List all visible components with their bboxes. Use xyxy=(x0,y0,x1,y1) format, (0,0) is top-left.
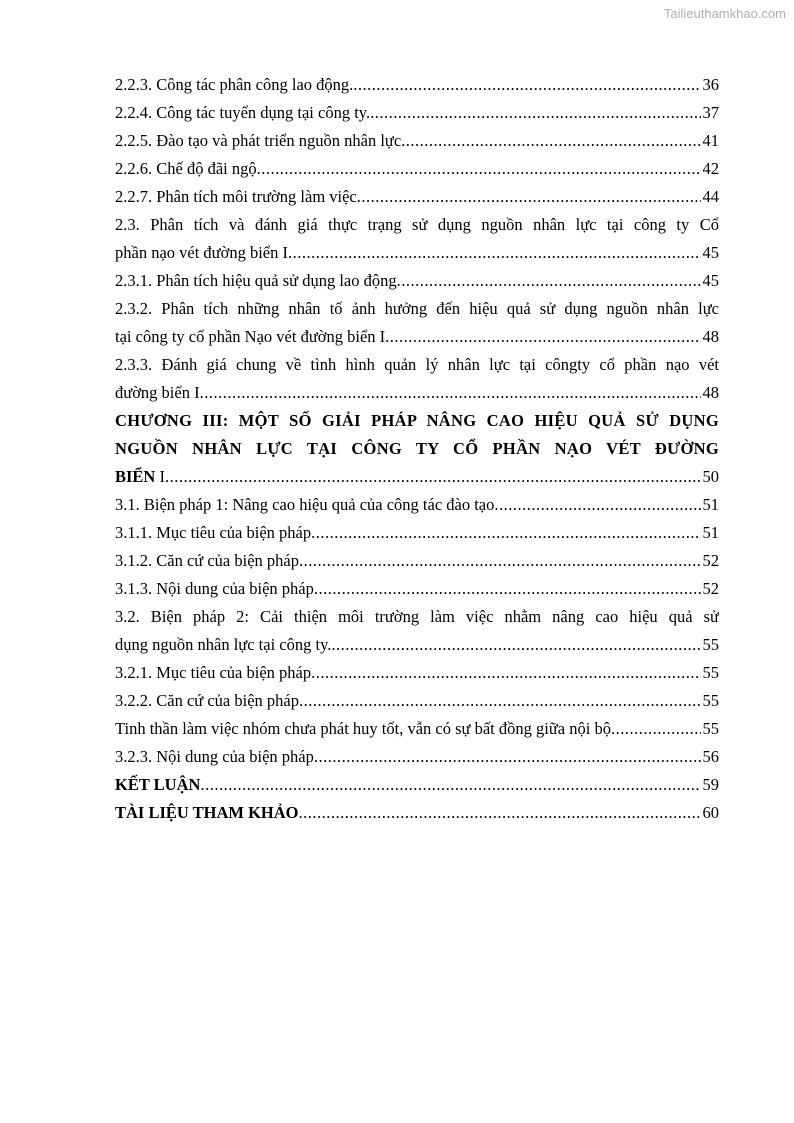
toc-page-number: 48 xyxy=(702,383,719,402)
toc-page-number: 44 xyxy=(702,187,719,206)
toc-entry-references[interactable] xyxy=(115,799,719,827)
toc-page-number: 37 xyxy=(702,103,719,122)
toc-entry-2-2-3[interactable] xyxy=(115,71,719,99)
dot-leader xyxy=(200,379,701,407)
dot-leader xyxy=(357,183,701,211)
toc-entry-text: I xyxy=(155,467,165,486)
toc-entry-text: Tinh thần làm việc nhóm chưa phát huy tốt, vẫn có sự bất đồng giữa nội bộ xyxy=(115,719,611,738)
dot-leader xyxy=(299,799,701,827)
toc-entry-text: 3.1.1. Mục tiêu của biện pháp xyxy=(115,523,312,542)
toc-entry-text-line1: 2.3. Phân tích và đánh giá thực trạng sử dụng nguồn nhân lực tại công ty Cổ xyxy=(115,215,719,234)
toc-entry-text: dụng nguồn nhân lực tại công ty. xyxy=(115,635,332,654)
toc-entry-2-2-7[interactable] xyxy=(115,183,719,211)
dot-leader xyxy=(370,99,700,127)
dot-leader xyxy=(397,267,701,295)
toc-entry-text: 2.2.6. Chế độ đãi ngộ xyxy=(115,159,257,178)
toc-page-number: 56 xyxy=(702,747,719,766)
toc-entry-2-2-4[interactable] xyxy=(115,99,719,127)
toc-page-number: 36 xyxy=(702,75,719,94)
toc-page-number: 41 xyxy=(702,131,719,150)
toc-entry-text: 3.2.3. Nội dung của biện pháp xyxy=(115,747,314,766)
toc-entry-text: 2.2.7. Phân tích môi trường làm việc xyxy=(115,187,357,206)
toc-entry-3-2-1[interactable] xyxy=(115,659,719,687)
toc-page-number: 45 xyxy=(702,271,719,290)
toc-entry-teamwork[interactable] xyxy=(115,715,719,743)
toc-entry-2-2-6[interactable] xyxy=(115,155,719,183)
toc-page-number: 48 xyxy=(702,327,719,346)
dot-leader xyxy=(311,519,700,547)
toc-page-number: 59 xyxy=(702,775,719,794)
toc-page-number: 42 xyxy=(702,159,719,178)
toc-entry-chapter-3[interactable] xyxy=(115,407,719,491)
toc-entry-2-2-5[interactable] xyxy=(115,127,719,155)
dot-leader xyxy=(385,323,700,351)
toc-entry-2-3-2[interactable] xyxy=(115,295,719,351)
toc-entry-3-1-1[interactable] xyxy=(115,519,719,547)
dot-leader xyxy=(257,155,701,183)
toc-page-number: 52 xyxy=(702,551,719,570)
toc-entry-3-2[interactable] xyxy=(115,603,719,659)
toc-entry-text: đường biển I xyxy=(115,383,200,402)
toc-references-title: TÀI LIỆU THAM KHẢO xyxy=(115,803,299,822)
dot-leader xyxy=(611,715,701,743)
toc-chapter-title-line2: NGUỒN NHÂN LỰC TẠI CÔNG TY CỔ PHẦN NẠO VÉT ĐƯỜNG xyxy=(115,439,719,458)
toc-conclusion-title: KẾT LUẬN xyxy=(115,775,201,794)
toc-entry-text-line1: 2.3.3. Đánh giá chung về tình hình quản lý nhân lực tại côngty cổ phần nạo vét xyxy=(115,355,719,374)
toc-entry-3-2-2[interactable] xyxy=(115,687,719,715)
toc-entry-3-1-2[interactable] xyxy=(115,547,719,575)
dot-leader xyxy=(353,71,700,99)
toc-entry-text: 2.2.5. Đào tạo và phát triển nguồn nhân lực xyxy=(115,131,402,150)
dot-leader xyxy=(401,127,700,155)
toc-page-number: 45 xyxy=(702,243,719,262)
toc-entry-text: 3.1. Biện pháp 1: Nâng cao hiệu quả của công tác đào tạo xyxy=(115,495,495,514)
toc-page-number: 55 xyxy=(702,719,719,738)
toc-page-number: 60 xyxy=(702,803,719,822)
toc-page-number: 55 xyxy=(702,635,719,654)
toc-entry-text: 2.2.3. Công tác phân công lao động. xyxy=(115,75,354,94)
toc-entry-text: 3.1.3. Nội dung của biện pháp xyxy=(115,579,314,598)
dot-leader xyxy=(314,743,701,771)
dot-leader xyxy=(299,687,701,715)
dot-leader xyxy=(331,631,700,659)
dot-leader xyxy=(165,463,701,491)
toc-page-number: 51 xyxy=(702,523,719,542)
toc-page-number: 52 xyxy=(702,579,719,598)
toc-entry-text-line1: 2.3.2. Phân tích những nhân tố ảnh hưởng đến hiệu quả sử dụng nguồn nhân lực xyxy=(115,299,719,318)
toc-entry-2-3[interactable] xyxy=(115,211,719,267)
watermark: Tailieuthamkhao.com xyxy=(663,6,786,21)
dot-leader xyxy=(200,771,700,799)
toc-entry-conclusion[interactable] xyxy=(115,771,719,799)
toc-page-number: 55 xyxy=(702,663,719,682)
table-of-contents xyxy=(115,71,719,827)
toc-entry-text: tại công ty cổ phần Nạo vét đường biển I xyxy=(115,327,386,346)
toc-chapter-title-line3: BIỂN xyxy=(115,467,156,486)
toc-entry-2-3-1[interactable] xyxy=(115,267,719,295)
toc-entry-2-3-3[interactable] xyxy=(115,351,719,407)
toc-entry-text: 3.1.2. Căn cứ của biện pháp xyxy=(115,551,299,570)
toc-entry-text-line1: 3.2. Biện pháp 2: Cải thiện môi trường làm việc nhằm nâng cao hiệu quả sử xyxy=(115,607,719,626)
toc-page-number: 55 xyxy=(702,691,719,710)
toc-entry-3-2-3[interactable] xyxy=(115,743,719,771)
dot-leader xyxy=(311,659,700,687)
toc-entry-3-1[interactable] xyxy=(115,491,719,519)
toc-page-number: 51 xyxy=(702,495,719,514)
toc-entry-text: 3.2.1. Mục tiêu của biện pháp xyxy=(115,663,312,682)
dot-leader xyxy=(299,547,701,575)
dot-leader xyxy=(494,491,700,519)
toc-entry-text: 3.2.2. Căn cứ của biện pháp xyxy=(115,691,299,710)
toc-page-number: 50 xyxy=(702,467,719,486)
dot-leader xyxy=(288,239,700,267)
toc-chapter-title-line1: CHƯƠNG III: MỘT SỐ GIẢI PHÁP NÂNG CAO HIỆU QUẢ SỬ DỤNG xyxy=(115,411,719,430)
toc-entry-3-1-3[interactable] xyxy=(115,575,719,603)
toc-entry-text: 2.3.1. Phân tích hiệu quả sử dụng lao động xyxy=(115,271,397,290)
dot-leader xyxy=(314,575,701,603)
toc-entry-text: phần nạo vét đường biển I xyxy=(115,243,289,262)
toc-entry-text: 2.2.4. Công tác tuyển dụng tại công ty. xyxy=(115,103,371,122)
